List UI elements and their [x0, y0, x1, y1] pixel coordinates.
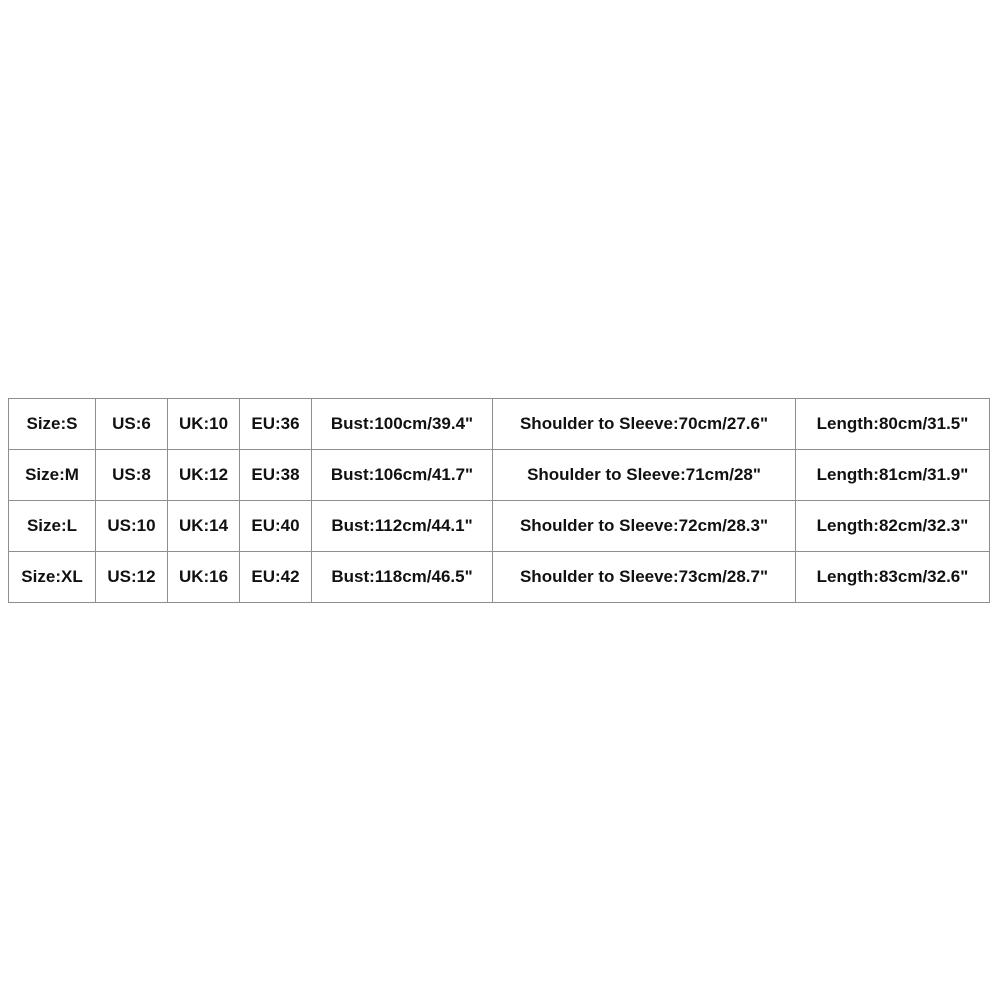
- size-chart-table: [8, 398, 990, 603]
- size-cell: Size:M: [9, 450, 96, 501]
- bust-cell: Bust:106cm/41.7": [312, 450, 493, 501]
- length-cell: Length:81cm/31.9": [796, 450, 990, 501]
- bust-cell: Bust:100cm/39.4": [312, 399, 493, 450]
- length-cell: Length:83cm/32.6": [796, 552, 990, 603]
- uk-size-cell: UK:14: [168, 501, 240, 552]
- length-cell: Length:82cm/32.3": [796, 501, 990, 552]
- shoulder-to-sleeve-cell: Shoulder to Sleeve:73cm/28.7": [493, 552, 796, 603]
- shoulder-to-sleeve-cell: Shoulder to Sleeve:70cm/27.6": [493, 399, 796, 450]
- us-size-cell: US:10: [96, 501, 168, 552]
- bust-cell: Bust:112cm/44.1": [312, 501, 493, 552]
- eu-size-cell: EU:40: [240, 501, 312, 552]
- size-cell: Size:L: [9, 501, 96, 552]
- us-size-cell: US:8: [96, 450, 168, 501]
- us-size-cell: US:12: [96, 552, 168, 603]
- shoulder-to-sleeve-cell: Shoulder to Sleeve:71cm/28": [493, 450, 796, 501]
- uk-size-cell: UK:10: [168, 399, 240, 450]
- table-row-size-s: [9, 399, 990, 450]
- table-row-size-xl: [9, 552, 990, 603]
- length-cell: Length:80cm/31.5": [796, 399, 990, 450]
- table-row-size-m: [9, 450, 990, 501]
- uk-size-cell: UK:12: [168, 450, 240, 501]
- uk-size-cell: UK:16: [168, 552, 240, 603]
- bust-cell: Bust:118cm/46.5": [312, 552, 493, 603]
- us-size-cell: US:6: [96, 399, 168, 450]
- eu-size-cell: EU:42: [240, 552, 312, 603]
- size-cell: Size:XL: [9, 552, 96, 603]
- table-row-size-l: [9, 501, 990, 552]
- shoulder-to-sleeve-cell: Shoulder to Sleeve:72cm/28.3": [493, 501, 796, 552]
- eu-size-cell: EU:38: [240, 450, 312, 501]
- size-cell: Size:S: [9, 399, 96, 450]
- eu-size-cell: EU:36: [240, 399, 312, 450]
